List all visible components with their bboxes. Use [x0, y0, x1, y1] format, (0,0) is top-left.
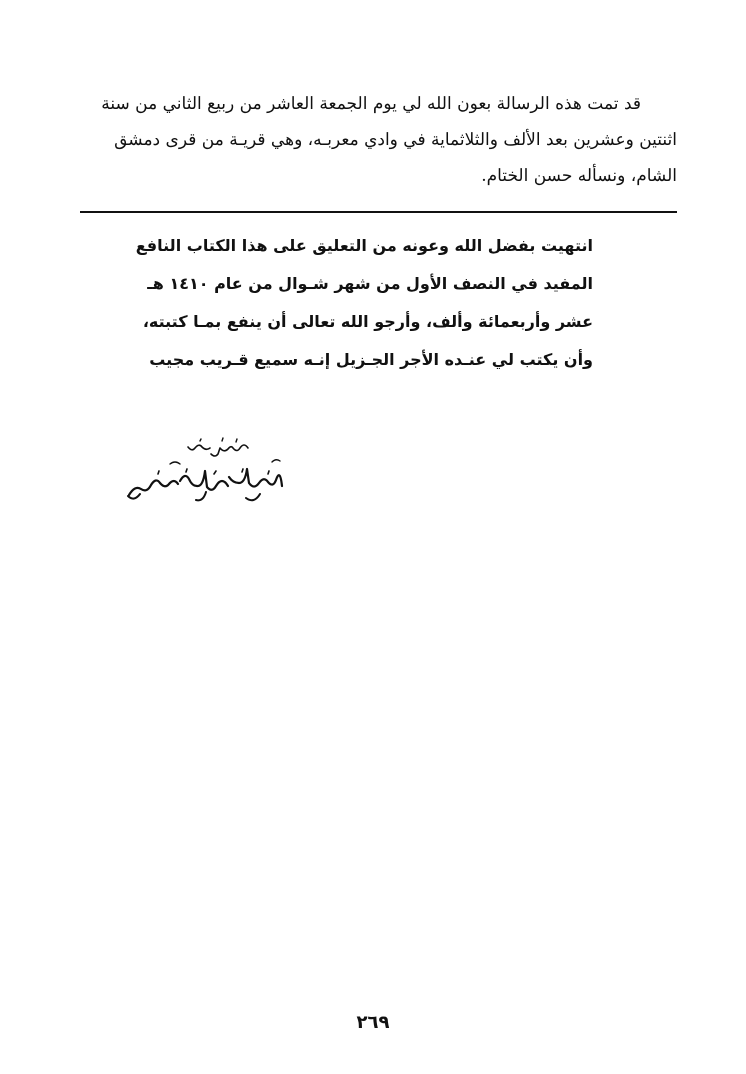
closing-note-line: اثنتين وعشرين بعد الألف والثلاثماية في وادي معربـه، وهي قريـة من قرى دمشق: [114, 130, 677, 150]
handwritten-signature: [110, 434, 290, 514]
closing-note-paragraph: [80, 86, 677, 194]
editor-note-line: عشر وأربعمائة وألف، وأرجو الله تعالى أن ينفع بمـا كتبته،: [142, 312, 593, 331]
section-divider: [80, 211, 677, 213]
closing-note-line: قد تمت هذه الرسالة بعون الله لي يوم الجمعة العاشر من ربيع الثاني من سنة: [101, 94, 641, 114]
editor-note-line: المفيد في النصف الأول من شهر شـوال من عام ١٤١٠ هـ: [147, 274, 593, 293]
closing-note-line: الشام، ونسأله حسن الختام.: [481, 166, 677, 186]
editor-note-line: وأن يكتب لي عنـده الأجر الجـزيل إنـه سميع قـريب مجيب: [149, 350, 593, 369]
editor-note-line: انتهيت بفضل الله وعونه من التعليق على هذا الكتاب النافع: [135, 236, 593, 255]
editor-note-paragraph: [135, 227, 593, 379]
page-number: ٢٦٩: [356, 1012, 390, 1033]
